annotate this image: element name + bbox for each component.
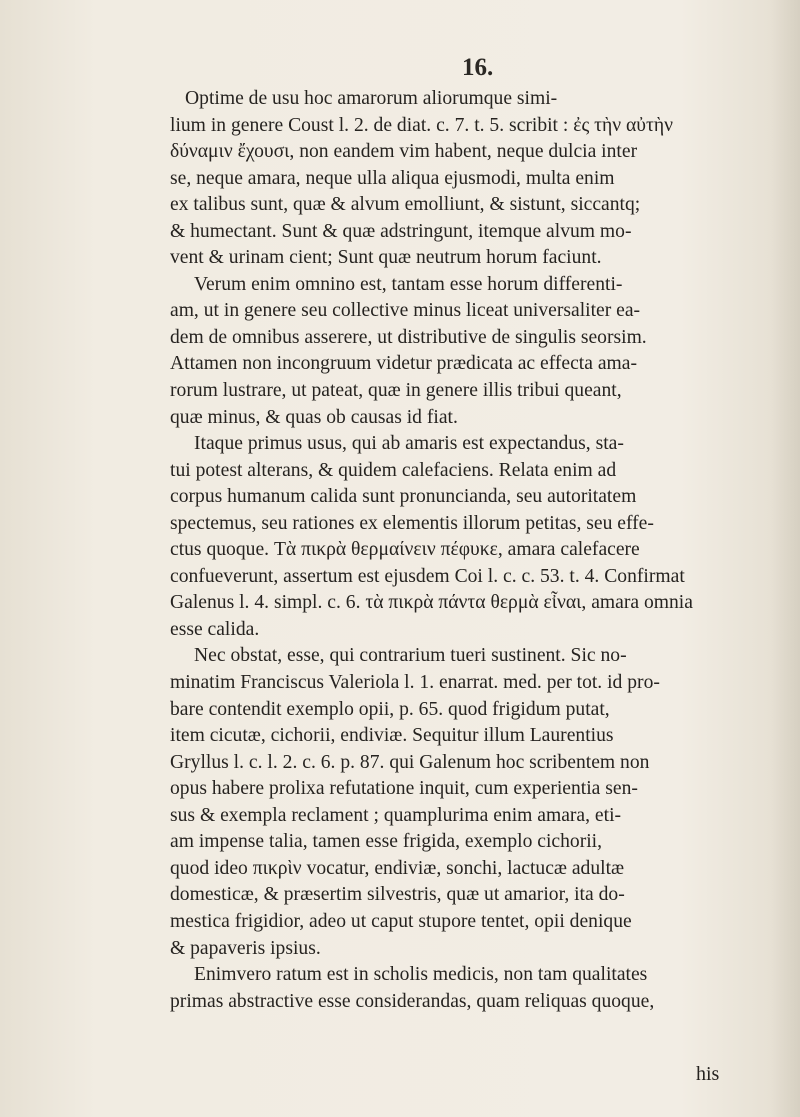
text-line: minatim Franciscus Valeriola l. 1. enarrat. med. per tot. id pro- <box>170 672 660 694</box>
text-line: bare contendit exemplo opii, p. 65. quod frigidum putat, <box>170 698 610 720</box>
text-line: vent & urinam cient; Sunt quæ neutrum horum faciunt. <box>170 247 602 269</box>
text-line: Optime de usu hoc amarorum aliorumque simi- <box>185 88 558 109</box>
text-line: rorum lustrare, ut pateat, quæ in genere illis tribui queant, <box>170 380 622 402</box>
text-line: corpus humanum calida sunt pronuncianda, seu autoritatem <box>170 486 637 508</box>
page-edge-shadow <box>770 0 800 1117</box>
text-line: sus & exempla reclament ; quamplurima enim amara, eti- <box>170 804 622 826</box>
text-line: & humectant. Sunt & quæ adstringunt, itemque alvum mo- <box>170 220 632 242</box>
text-line: se, neque amara, neque ulla aliqua ejusmodi, multa enim <box>170 167 615 189</box>
page-number: 16. <box>462 54 494 81</box>
text-line: item cicutæ, cichorii, endiviæ. Sequitur illum Laurentius <box>170 725 614 747</box>
text-line: Verum enim omnino est, tantam esse horum differenti- <box>194 273 623 295</box>
text-line: domesticæ, & præsertim silvestris, quæ ut amarior, ita do- <box>170 884 625 906</box>
catchword: his <box>696 1063 720 1085</box>
text-line: Nec obstat, esse, qui contrarium tueri sustinent. Sic no- <box>194 645 627 667</box>
text-line: Attamen non incongruum videtur prædicata ac effecta ama- <box>170 353 637 375</box>
body-text <box>170 86 750 1015</box>
text-line: lium in genere Coust l. 2. de diat. c. 7. t. 5. scribit : ἐς τὴν αὐτὴν <box>170 114 673 136</box>
text-line: ctus quoque. Τὰ πικρὰ θερμαίνειν πέφυκε, amara calefacere <box>170 539 640 561</box>
text-line: Gryllus l. c. l. 2. c. 6. p. 87. qui Galenum hoc scribentem non <box>170 751 650 773</box>
text-line: Enimvero ratum est in scholis medicis, non tam qualitates <box>194 964 648 986</box>
text-line: esse calida. <box>170 618 260 640</box>
text-line: δύναμιν ἔχουσι, non eandem vim habent, neque dulcia inter <box>170 141 638 163</box>
text-line: spectemus, seu rationes ex elementis illorum petitas, seu effe- <box>170 512 654 534</box>
text-line: & papaveris ipsius. <box>170 937 321 959</box>
text-line: tui potest alterans, & quidem calefaciens. Relata enim ad <box>170 459 617 481</box>
text-line: mestica frigidior, adeo ut caput stupore tentet, opii denique <box>170 910 632 932</box>
text-line: dem de omnibus asserere, ut distributive de singulis seorsim. <box>170 326 647 348</box>
text-line: confueverunt, assertum est ejusdem Coi l. c. c. 53. t. 4. Confirmat <box>170 565 685 587</box>
text-line: opus habere prolixa refutatione inquit, cum experientia sen- <box>170 778 638 800</box>
text-line: am, ut in genere seu collective minus liceat universaliter ea- <box>170 300 641 322</box>
text-line: Galenus l. 4. simpl. c. 6. τὰ πικρὰ πάντα θερμὰ εἶναι, amara omnia <box>170 592 693 614</box>
text-line: primas abstractive esse considerandas, quam reliquas quoque, <box>170 990 655 1012</box>
text-line: quod ideo πικρὶν vocatur, endiviæ, sonchi, lactucæ adultæ <box>170 857 625 879</box>
text-line: ex talibus sunt, quæ & alvum emolliunt, & sistunt, siccantq; <box>170 194 641 216</box>
text-line: am impense talia, tamen esse frigida, exemplo cichorii, <box>170 831 603 853</box>
text-line: Itaque primus usus, qui ab amaris est expectandus, sta- <box>194 433 624 455</box>
text-line: quæ minus, & quas ob causas id fiat. <box>170 406 458 428</box>
